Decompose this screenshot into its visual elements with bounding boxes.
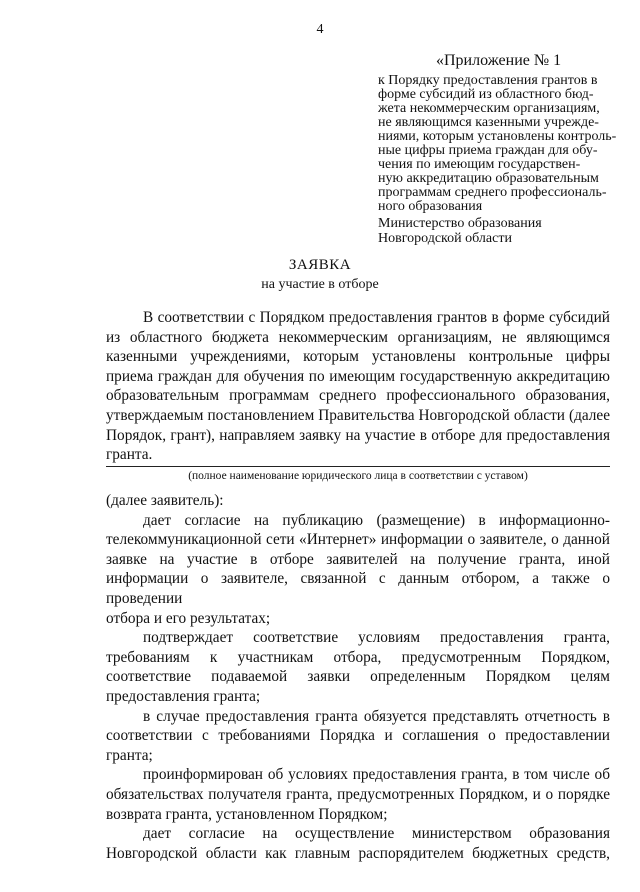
text-line: в случае предоставления гранта обязуется представлять отчетность в <box>143 707 610 725</box>
appendix-title: «Приложение № 1 <box>436 52 562 69</box>
text-line: обязательствах получателя гранта, предусмотренных Порядком, и о порядке <box>106 785 610 803</box>
addressee-line: Министерство образования <box>378 216 542 231</box>
text-line: отбора и его результатах; <box>106 609 271 627</box>
text-line: Новгородской области как главным распорядителем бюджетных средств, <box>106 844 610 862</box>
document-title: ЗАЯВКА <box>288 257 352 273</box>
appendix-line: ного образования <box>378 199 483 214</box>
text-line: (далее заявитель): <box>106 492 224 509</box>
text-line: Порядок, грант), направляем заявку на участие в отборе для предоставления <box>106 426 610 444</box>
applicant-name-blank-line <box>106 466 610 467</box>
appendix-line: ные цифры приема граждан для обу- <box>378 143 598 158</box>
text-line: соответствии с требованиями Порядка и соглашения о предоставлении <box>106 727 610 745</box>
text-line: дает согласие на осуществление министерством образования <box>143 825 610 843</box>
appendix-line: к Порядку предоставления грантов в <box>378 73 598 88</box>
text-line: образовательным программам среднего профессионального образования, <box>106 387 610 405</box>
text-line: гранта; <box>106 746 153 764</box>
applicant-name-caption: (полное наименование юридического лица в соответствии с уставом) <box>188 470 528 482</box>
appendix-line: ниями, которым установлены контроль- <box>378 129 617 144</box>
text-line: предоставления гранта; <box>106 687 261 705</box>
text-line: из областного бюджета некоммерческим организациям, не являющимся <box>106 328 610 346</box>
appendix-line: чения по имеющим государствен- <box>378 157 581 172</box>
text-line: проинформирован об условиях предоставления гранта, в том числе об <box>143 766 610 784</box>
page-number: 4 <box>316 22 324 37</box>
appendix-line: не являющимся казенными учрежде- <box>378 115 599 130</box>
text-line: дает согласие на публикацию (размещение) в информационно- <box>143 511 610 529</box>
text-line: требованиям к участникам отбора, предусмотренным Порядком, <box>106 648 610 666</box>
text-line: гранта. <box>106 446 153 464</box>
text-line: В соответствии с Порядком предоставления грантов в форме субсидий <box>143 309 610 326</box>
text-line: утверждаемым постановлением Правительства Новгородской области (далее <box>106 406 610 424</box>
document-subtitle: на участие в отборе <box>261 277 379 292</box>
text-line: заявке на участие в отборе заявителей на получение гранта, иной <box>106 550 610 568</box>
text-line: возврата гранта, установленном Порядком; <box>106 805 388 823</box>
appendix-line: программам среднего профессиональ- <box>378 185 607 200</box>
text-line: приема граждан для обучения по имеющим государственную аккредитацию <box>106 367 610 385</box>
addressee-line: Новгородской области <box>378 231 512 246</box>
text-line: телекоммуникационной сети «Интернет» информации о заявителе, о данной <box>106 531 610 549</box>
text-line: казенными учреждениями, которым установлены контрольные цифры <box>106 348 610 366</box>
appendix-line: жета некоммерческим организациям, <box>378 101 600 116</box>
appendix-line: форме субсидий из областного бюд- <box>378 87 594 102</box>
text-line: подтверждает соответствие условиям предоставления гранта, <box>143 629 610 647</box>
obligations-section <box>106 491 610 863</box>
appendix-line: ную аккредитацию образовательным <box>378 171 599 186</box>
intro-paragraph <box>106 308 610 465</box>
text-line: информации о заявителе, связанной с данным отбором, а также о проведении <box>106 570 610 607</box>
appendix-reference <box>378 73 617 214</box>
addressee-block <box>378 216 618 246</box>
text-line: соответствие подаваемой заявки определенным Порядком целям <box>106 668 610 686</box>
